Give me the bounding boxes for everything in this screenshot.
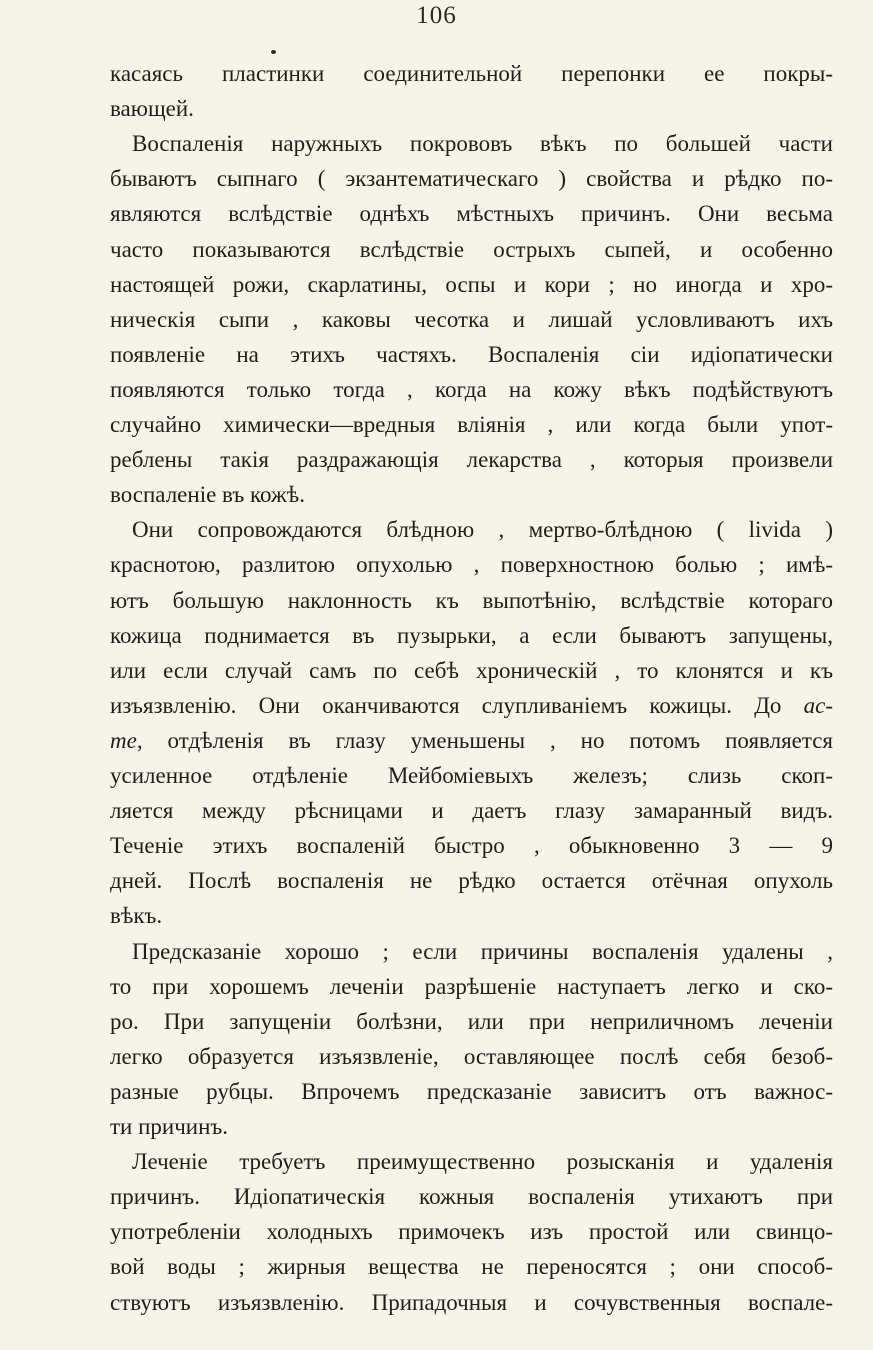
line-text: Теченіе этихъ воспаленій быстро , обыкновенно 3 — 9 xyxy=(110,833,833,859)
text-line xyxy=(110,235,833,265)
text-line xyxy=(132,937,833,967)
line-text: реблены такія раздражающія лекарства , которыя произвели xyxy=(110,447,833,473)
line-text: настоящей рожи, скарлатины, оспы и кори ; но иногда и хро- xyxy=(110,271,833,297)
text-line xyxy=(110,866,833,896)
text-line xyxy=(110,1288,833,1318)
text-line xyxy=(110,831,833,861)
line-text: легко образуется изъязвленіе, оставляющее послѣ себя безоб- xyxy=(110,1043,833,1069)
line-text: краснотою, разлитою опухолью , поверхностною болью ; имѣ- xyxy=(110,552,833,578)
text-line xyxy=(110,1112,833,1142)
text-line xyxy=(132,129,833,159)
print-speck xyxy=(271,50,276,54)
text-line xyxy=(132,1147,833,1177)
line-text: Леченіе требуетъ преимущественно розысканія и удаленія xyxy=(132,1149,833,1175)
text-line xyxy=(110,270,833,300)
line-text: изъязвленію. Они оканчиваются слупливаніемъ кожицы. До xyxy=(110,692,804,718)
line-text: ти причинъ. xyxy=(110,1114,229,1139)
text-line xyxy=(110,375,833,405)
text-line xyxy=(110,59,833,89)
text-line xyxy=(110,1042,833,1072)
text-line xyxy=(110,796,833,826)
line-text: бываютъ сыпнаго ( экзантематическаго ) свойства и рѣдко по- xyxy=(110,166,833,192)
text-line xyxy=(110,972,833,1002)
text-line xyxy=(110,445,833,475)
line-text: появляются только тогда , когда на кожу вѣкъ подѣйствуютъ xyxy=(110,376,833,402)
line-text: случайно химически—вредныя вліянія , или когда были упот- xyxy=(110,412,833,437)
text-line xyxy=(110,94,833,124)
line-text: кожица поднимается въ пузырьки, а если бываютъ запущены, xyxy=(110,622,833,648)
line-text: ляется между рѣсницами и даетъ глазу замаранный видъ. xyxy=(110,798,833,824)
text-line xyxy=(110,199,833,229)
italic-fragment: me xyxy=(110,727,137,753)
text-line xyxy=(110,1077,833,1107)
line-text: употребленіи холодныхъ примочекъ изъ простой или свинцо- xyxy=(110,1219,833,1245)
line-text: усиленное отдѣленіе Мейбоміевыхъ железъ; слизь скоп- xyxy=(110,763,833,788)
line-text: часто показываются вслѣдствіе острыхъ сыпей, и особенно xyxy=(110,236,833,262)
italic-fragment: ac- xyxy=(803,692,833,718)
line-text: то при хорошемъ леченіи разрѣшеніе наступаетъ легко и ско- xyxy=(110,973,833,999)
text-line xyxy=(110,1182,833,1212)
text-line xyxy=(110,480,833,510)
line-text: вой воды ; жирныя вещества не переносятся ; они способ- xyxy=(110,1254,833,1280)
text-line xyxy=(110,621,833,651)
line-text: разные рубцы. Впрочемъ предсказаніе зависитъ отъ важнос- xyxy=(110,1078,833,1104)
line-text: ютъ большую наклонность къ выпотѣнію, вслѣдствіе котораго xyxy=(110,587,833,613)
text-line xyxy=(110,1252,833,1282)
line-text: касаясь пластинки соединительной перепонки ее покры- xyxy=(110,61,833,86)
line-text: или если случай самъ по себѣ хроническій , то клонятся и къ xyxy=(110,657,833,683)
line-text: Воспаленія наружныхъ покрововъ вѣкъ по большей части xyxy=(132,131,833,157)
line-text: ническія сыпи , каковы чесотка и лишай условливаютъ ихъ xyxy=(110,306,833,332)
text-line xyxy=(110,340,833,370)
line-text: Предсказаніе хорошо ; если причины воспаленія удалены , xyxy=(132,938,833,964)
line-text: вѣкъ. xyxy=(110,903,163,929)
text-line xyxy=(110,550,833,580)
line-text: причинъ. Идіопатическія кожныя воспаленія утихаютъ при xyxy=(110,1184,833,1210)
text-line xyxy=(110,901,833,931)
text-line xyxy=(110,410,833,440)
text-line xyxy=(110,761,833,791)
line-text: , отдѣленія въ глазу уменьшены , но потомъ появляется xyxy=(136,727,833,753)
line-text: воспаленіе въ кожѣ. xyxy=(110,482,306,508)
text-line xyxy=(110,586,833,616)
line-text: ствуютъ изъязвленію. Припадочныя и сочувственныя воспале- xyxy=(110,1289,833,1315)
text-line xyxy=(110,1007,833,1037)
line-text: появленіе на этихъ частяхъ. Воспаленія сіи идіопатически xyxy=(110,341,833,367)
line-text: являются вслѣдствіе однѣхъ мѣстныхъ причинъ. Они весьма xyxy=(110,201,833,227)
text-line xyxy=(110,691,833,721)
text-line xyxy=(110,305,833,335)
line-text: дней. Послѣ воспаленія не рѣдко остается отёчная опухоль xyxy=(110,868,833,894)
line-text: вающей. xyxy=(110,96,194,122)
text-line xyxy=(110,1217,833,1247)
line-text: ро. При запущеніи болѣзни, или при неприличномъ леченіи xyxy=(110,1008,833,1034)
text-line xyxy=(132,515,833,545)
text-line xyxy=(110,726,833,756)
page-number: 106 xyxy=(416,2,457,29)
line-text: Они сопровождаются блѣдною , мертво-блѣдною ( livida ) xyxy=(132,517,833,543)
text-line xyxy=(110,164,833,194)
text-line xyxy=(110,656,833,686)
